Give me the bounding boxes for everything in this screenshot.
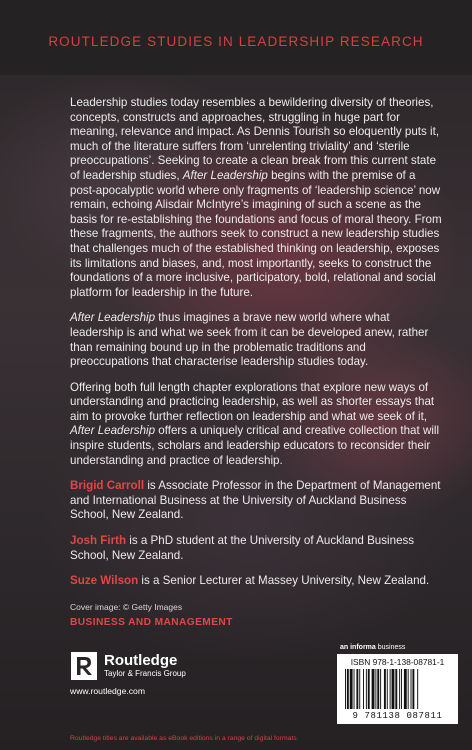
publisher-name: Routledge: [104, 652, 178, 669]
barcode-bar: [380, 669, 381, 709]
footer-note: Routledge titles are available as eBook editions in a range of digital formats: [70, 735, 297, 742]
author-bio-wilson: Suze Wilson is a Senior Lecturer at Massey University, New Zealand.: [70, 574, 430, 588]
barcode-bar: [372, 669, 375, 709]
barcode-bar: [390, 669, 391, 709]
barcode-bar: [411, 669, 412, 709]
publisher-group: Taylor & Francis Group: [104, 669, 186, 678]
blurb: [70, 96, 442, 614]
barcode-bar: [387, 669, 388, 709]
subject-category: BUSINESS AND MANAGEMENT: [70, 617, 233, 628]
barcode-bar: [356, 669, 358, 709]
author-name: Suze Wilson: [70, 574, 139, 588]
barcode-digits: 9 781138 087811: [352, 711, 443, 721]
barcode-bar: [417, 669, 418, 709]
blurb-paragraph-1: Leadership studies today resembles a bewildering diversity of theories, concepts, constructs and approaches, struggling in huge part for meaning, relevance and impact. As Dennis Tourish so eloquently puts it, much of the literature suffers from ‘unrelenting triviality’ and ‘sterile preoccupations’. Seeking to create a clean break from this current state of leadership studies, After Leadership begins with the premise of a post-apocalyptic world where only fragments of ‘leadership science’ now remain, echoing Alisdair McIntyre’s imagining of such a scene as the basis for re-establishing the foundations and focus of moral theory. From these fragments, the authors seek to construct a new leadership studies that challenges much of the established thinking on leadership, exposes its limitations and biases, and, most importantly, seeks to construct the foundations of a more inclusive, participatory, bold, relational and social platform for leadership in the future.: [70, 96, 442, 299]
barcode-bar: [408, 669, 409, 709]
routledge-logo-icon: [70, 651, 98, 681]
book-title: After Leadership: [70, 424, 156, 438]
publisher-logo: [70, 651, 186, 681]
barcode-bar: [395, 669, 397, 709]
cover-credit: Cover image: © Getty Images: [70, 601, 183, 612]
barcode-bar: [401, 669, 402, 709]
barcode-bar: [392, 669, 395, 709]
barcode-bar: [354, 669, 355, 709]
author-bio-carroll: Brigid Carroll is Associate Professor in the Department of Management and International Business at the University of Auckland Business School, New Zealand.: [70, 479, 441, 522]
book-title: After Leadership: [182, 168, 268, 182]
barcode-bar: [359, 669, 360, 709]
informa-tag: an informa business: [340, 644, 406, 651]
barcode: [337, 654, 458, 724]
isbn: ISBN 978-1-138-08781-1: [350, 657, 445, 667]
publisher-website[interactable]: www.routledge.com: [70, 686, 145, 696]
series-title: ROUTLEDGE STUDIES IN LEADERSHIP RESEARCH: [48, 34, 424, 49]
barcode-bar: [363, 669, 364, 709]
barcode-bar: [404, 669, 407, 709]
blurb-paragraph-3: Offering both full length chapter explorations that explore new ways of understanding and practicing leadership, as well as shorter essays that aim to provoke further reflection on leadership and what we seek of it, After Leadership offers a uniquely critical and creative collection that will inspire students, scholars and leadership educators to reconsider their understanding and practice of leadership.: [70, 380, 440, 467]
blurb-paragraph-2: After Leadership thus imagines a brave new world where what leadership is and what we seek from it can be developed anew, rather than remaining bound up in the problematic traditions and preoccupations that characterise leadership studies today.: [70, 311, 429, 369]
barcode-bars: [345, 669, 451, 709]
author-name: Josh Firth: [70, 534, 127, 548]
book-title: After Leadership: [70, 311, 156, 325]
barcode-bar: [366, 669, 367, 709]
barcode-bar: [368, 669, 370, 709]
barcode-bar: [350, 669, 353, 709]
author-bio-firth: Josh Firth is a PhD student at the University of Auckland Business School, New Zealand.: [70, 534, 415, 562]
barcode-bar: [345, 669, 346, 709]
barcode-bar: [384, 669, 386, 709]
barcode-bar: [347, 669, 349, 709]
barcode-bar: [399, 669, 400, 709]
barcode-bar: [375, 669, 376, 709]
barcode-bar: [412, 669, 414, 709]
author-name: Brigid Carroll: [70, 479, 145, 493]
barcode-bar: [377, 669, 379, 709]
